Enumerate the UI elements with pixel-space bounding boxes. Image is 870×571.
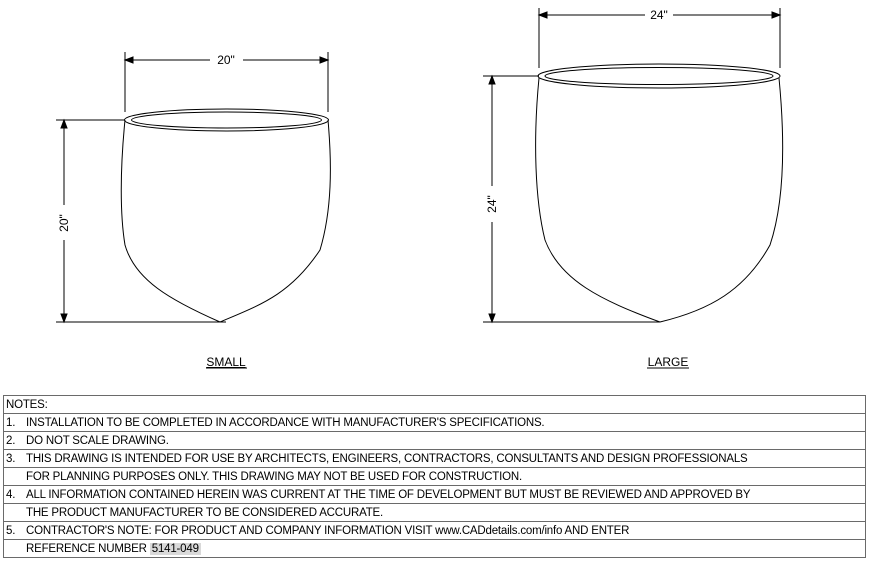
large-label: LARGE (647, 355, 689, 369)
small-height-label: 20" (57, 214, 71, 232)
reference-number: 5141-049 (151, 542, 199, 555)
note-5: 5. CONTRACTOR'S NOTE: FOR PRODUCT AND COMPANY INFORMATION VISIT www.CADdetails.com/info AND ENTER (4, 522, 866, 540)
small-planter-body (121, 120, 330, 322)
large-planter-rim-inner (545, 68, 773, 85)
note-4: 4. ALL INFORMATION CONTAINED HEREIN WAS CURRENT AT THE TIME OF DEVELOPMENT BUT MUST BE REVIEWED AND APPROVED BY (4, 486, 866, 504)
note-3-cont: FOR PLANNING PURPOSES ONLY. THIS DRAWING MAY NOT BE USED FOR CONSTRUCTION. (4, 468, 866, 486)
large-height-dimension (483, 76, 660, 322)
small-height-dimension (56, 120, 220, 322)
notes-title: NOTES: (4, 396, 866, 414)
note-3: 3. THIS DRAWING IS INTENDED FOR USE BY ARCHITECTS, ENGINEERS, CONTRACTORS, CONSULTANTS AND DESIGN PROFESSIONALS (4, 450, 866, 468)
note-1: 1. INSTALLATION TO BE COMPLETED IN ACCORDANCE WITH MANUFACTURER'S SPECIFICATIONS. (4, 414, 866, 432)
small-width-label: 20" (217, 53, 235, 67)
small-planter-rim-inner (132, 112, 322, 128)
small-label: SMALL (206, 355, 246, 369)
small-planter (121, 109, 330, 322)
notes-table (3, 395, 866, 558)
large-width-label: 24" (650, 8, 668, 22)
large-planter-body (536, 78, 783, 322)
large-height-label: 24" (485, 195, 499, 213)
large-planter (536, 64, 783, 322)
note-4-cont: THE PRODUCT MANUFACTURER TO BE CONSIDERED ACCURATE. (4, 504, 866, 522)
note-5-cont: REFERENCE NUMBER 5141-049 (4, 540, 866, 558)
note-2: 2. DO NOT SCALE DRAWING. (4, 432, 866, 450)
